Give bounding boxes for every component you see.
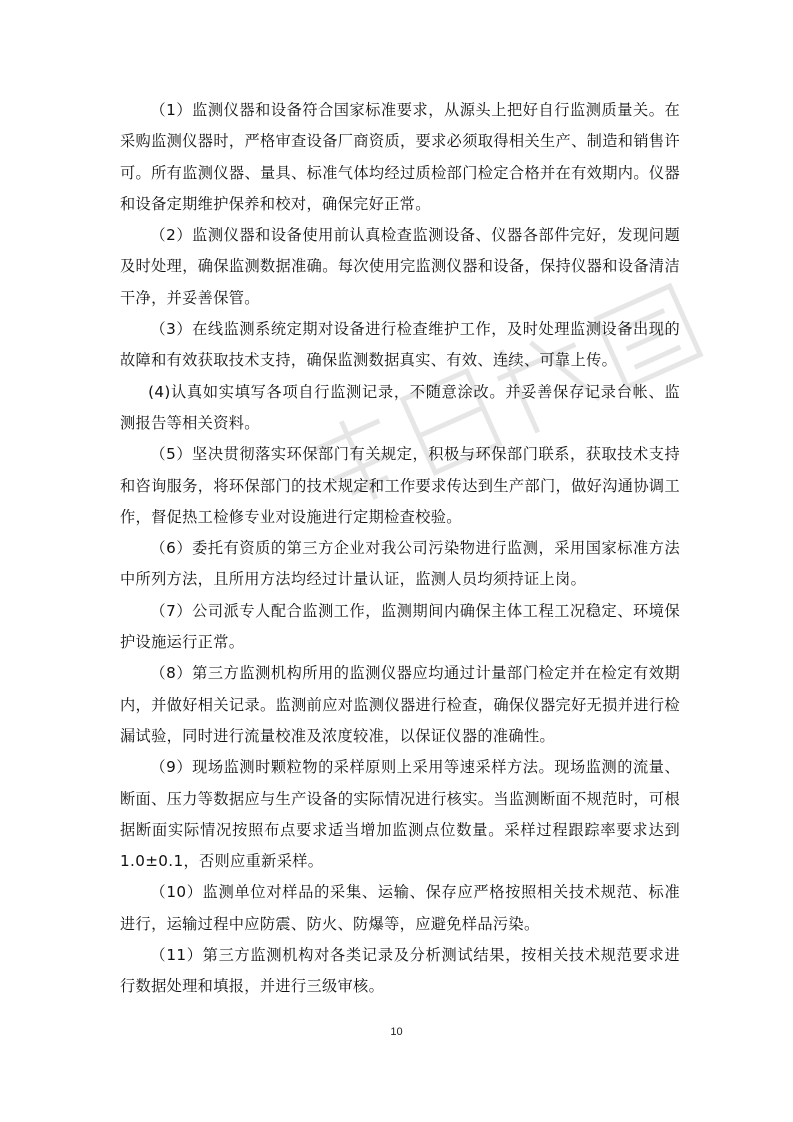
paragraph-6: （6）委托有资质的第三方企业对我公司污染物进行监测，采用国家标准方法中所列方法，且所用方法均经过计量认证，监测人员均须持证上岗。 — [120, 539, 680, 589]
paragraph-11: （11）第三方监测机构对各类记录及分析测试结果，按相关技术规范要求进行数据处理和填报，并进行三级审核。 — [120, 946, 680, 996]
paragraph-7: （7）公司派专人配合监测工作，监测期间内确保主体工程工况稳定、环境保护设施运行正常。 — [120, 601, 680, 652]
paragraph-9: （9）现场监测时颗粒物的采样原则上采用等速采样方法。现场监测的流量、断面、压力等数据应与生产设备的实际情况进行核实。当监测断面不规范时，可根据断面实际情况按照布点要求适当增加监测点位数量。采样过程跟踪率要求达到 1.0±0.1，否则应重新采样。 — [120, 758, 680, 871]
page-number: 10 — [390, 1026, 403, 1038]
paragraph-2: （2）监测仪器和设备使用前认真检查监测设备、仪器各部件完好，发现问题及时处理，确保监测数据准确。每次使用完监测仪器和设备，保持仪器和设备清洁干净，并妥善保管。 — [120, 226, 680, 307]
paragraph-4: (4)认真如实填写各项自行监测记录，不随意涂改。并妥善保存记录台帐、监测报告等相关资料。 — [120, 382, 680, 432]
paragraph-1: （1）监测仪器和设备符合国家标准要求，从源头上把好自行监测质量关。在采购监测仪器时，严格审查设备厂商资质，要求必须取得相关生产、制造和销售许可。所有监测仪器、量具、标准气体均经过质检部门检定合格并在有效期内。仪器和设备定期维护保养和校对，确保完好正常。 — [120, 101, 680, 213]
paragraph-8: （8）第三方监测机构所用的监测仪器应均通过计量部门检定并在检定有效期内，并做好相关记录。监测前应对监测仪器进行检查，确保仪器完好无损并进行检漏试验，同时进行流量校准及浓度较准，以保证仪器的准确性。 — [120, 664, 680, 745]
document-body — [120, 95, 680, 1003]
paragraph-5: （5）坚决贯彻落实环保部门有关规定，积极与环保部门联系，获取技术支持和咨询服务，将环保部门的技术规定和工作要求传达到生产部门，做好沟通协调工作，督促热工检修专业对设施进行定期检查校验。 — [120, 445, 680, 526]
paragraph-10: （10）监测单位对样品的采集、运输、保存应严格按照相关技术规范、标准进行，运输过程中应防震、防火、防爆等，应避免样品污染。 — [120, 883, 680, 933]
paragraph-3: （3）在线监测系统定期对设备进行检查维护工作，及时处理监测设备出现的故障和有效获取技术支持，确保监测数据真实、有效、连续、可靠上传。 — [120, 320, 680, 370]
